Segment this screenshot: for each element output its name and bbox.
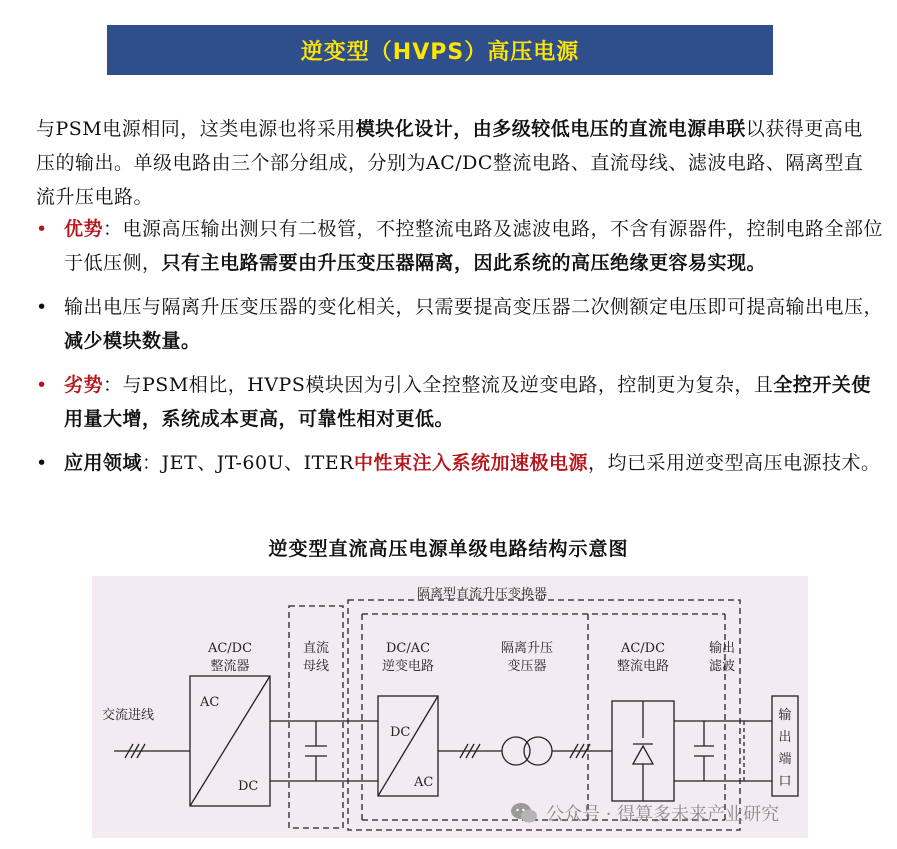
bus-label-1: 直流 [302,641,330,656]
rectifier-label-2: 整流器 [210,659,250,674]
bullet-list [36,212,888,490]
transformer-coil-1 [502,737,530,765]
intro-text-1: 与PSM电源相同，这类电源也将采用 [36,118,356,140]
transformer-coil-2 [524,737,552,765]
bullet-lead: 应用领域 [64,452,143,474]
converter-group-label: 隔离型直流升压变换器 [416,587,548,602]
bullet-text: 输出电压与隔离升压变压器的变化相关，只需要提高变压器二次侧额定电压即可提高输出电压， [64,296,884,318]
diagram-caption: 逆变型直流高压电源单级电路结构示意图 [268,538,629,560]
rectifier-label-1: AC/DC [207,641,253,656]
bullet-text-2: ，均已采用逆变型高压电源技术。 [588,452,881,474]
bullet-dot: • [36,374,48,396]
input-label: 交流进线 [102,708,155,723]
watermark [510,798,779,828]
intro-text-2: 以获得更高电压的输出。单级电路由三个部分组成，分别为AC/DC整流电路、直流母线、滤波电路、隔离型直流升压电路。 [36,118,864,208]
filter-label-1: 输出 [708,641,736,656]
bullet-output-voltage [36,290,888,358]
bullet-text: ：与PSM相比，HVPS模块因为引入全控整流及逆变电路，控制更为复杂，且 [103,374,774,396]
bullet-bold: 减少模块数量。 [64,330,201,352]
bus-label-2: 母线 [302,659,330,674]
filter-label-2: 滤波 [708,659,736,674]
inverter-ac-label: AC [414,775,434,790]
inverter-dc-label: DC [390,725,411,740]
bullet-text: ：电源高压输出测只有二极管，不控整流电路及滤波电路，不含有源器件，控制电路全部位于低压侧， [64,218,884,274]
watermark-text: 公众号 · 得算多未来产业研究 [546,804,780,825]
bullet-bold: 只有主电路需要由升压变压器隔离，因此系统的高压绝缘更容易实现。 [161,252,767,274]
bullet-applications [36,446,888,480]
terminal-char-3: 端 [778,752,792,767]
inverter-label-1: DC/AC [385,641,431,656]
terminal-char-1: 输 [778,708,792,723]
bullet-dot: • [36,452,48,474]
wechat-icon [510,802,538,824]
bus-dashed-box [289,606,343,828]
terminal-char-2: 出 [778,730,792,745]
bullet-dot: • [36,218,48,240]
page-title: 逆变型（HVPS）高压电源 [300,39,580,65]
rectifier-ac-label: AC [200,695,220,710]
bullet-lead: 优势 [64,218,104,240]
bullet-text: ：JET、JT-60U、ITER [142,452,354,474]
title-banner [107,25,773,75]
intro-bold: 模块化设计，由多级较低电压的直流电源串联 [355,118,746,140]
terminal-char-4: 口 [778,774,792,789]
bullet-dot: • [36,296,48,318]
transformer-label-2: 变压器 [507,659,547,674]
bullet-red: 中性束注入系统加速极电源 [353,452,588,474]
inverter-label-2: 逆变电路 [381,659,435,674]
bullet-advantage [36,212,888,280]
intro-paragraph [36,112,881,214]
rectifier-dc-label: DC [238,779,259,794]
bullet-disadvantage [36,368,888,436]
output-rectifier-label-2: 整流电路 [616,659,670,674]
output-rectifier-label-1: AC/DC [620,641,666,656]
bullet-lead: 劣势 [64,374,104,396]
bullet-bold: 全控开关使用量大增，系统成本更高，可靠性相对更低。 [64,374,871,430]
transformer-label-1: 隔离升压 [500,641,554,656]
